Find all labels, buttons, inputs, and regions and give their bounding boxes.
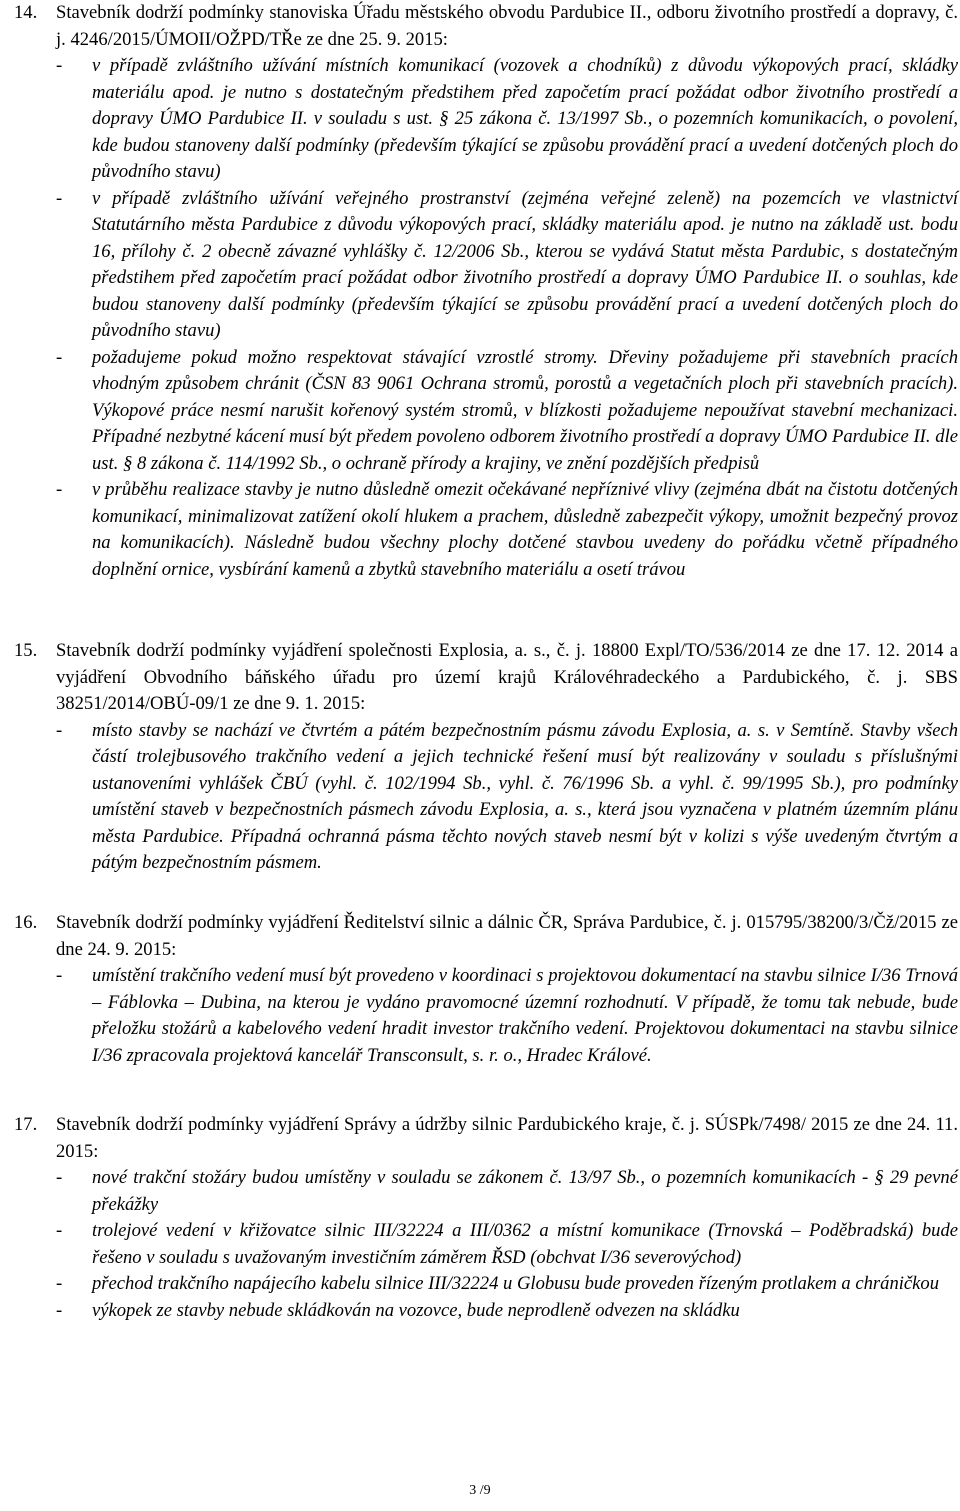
dash-marker: - <box>56 1220 63 1241</box>
list-item <box>56 718 958 877</box>
list-item <box>56 477 958 583</box>
bullet-text: umístění trakčního vedení musí být provedeno v koordinaci s projektovou dokumentací na stavbu silnice I/36 Trnová – Fáblovka – Dubina, na kterou je vydáno pravomocné územní rozhodnutí. V případě, že tomu tak nebude, bude přeložku stožárů a kabelového vedení hradit investor trakčního vedení. Projektovou dokumentaci na stavbu silnice I/36 zpracovala projektová kancelář Transconsult, s. r. o., Hradec Králové. <box>92 965 958 1066</box>
bullet-text: je nutno s dostatečným předstihem před započetím prací požádat odbor životního prostředí a dopravy ÚMO Pardubice II. v souladu s ust. § 25 zákona č. 13/1997 Sb. <box>92 81 958 129</box>
dash-marker: - <box>56 1273 63 1294</box>
list-item <box>56 1165 958 1218</box>
bullet-list <box>56 718 958 877</box>
condition-item-17 <box>14 1112 958 1324</box>
condition-item-14 <box>14 0 958 583</box>
dash-marker: - <box>56 479 63 500</box>
list-item <box>56 1298 958 1325</box>
bullet-list <box>56 1165 958 1324</box>
bullet-text: nové trakční stožáry budou umístěny v souladu se zákonem č. 13/97 Sb., o pozemních komunikacích - § 29 pevné překážky <box>92 1167 958 1215</box>
bullet-text: přechod trakčního napájecího kabelu silnice III/32224 u Globusu bude proveden řízeným protlakem a chráničkou <box>92 1273 940 1294</box>
item-heading: Stavebník dodrží podmínky vyjádření Ředitelství silnic a dálnic ČR, Správa Pardubice, č. j. 015795/38200/3/Čž/2015 ze dne 24. 9. 2015: <box>56 912 958 960</box>
bullet-text: v průběhu realizace stavby je nutno důsledně omezit očekávané nepříznivé vlivy (zejména dbát na čistotu dotčených komunikací, minimalizovat zatížení okolí hlukem a prachem, důsledně zabezpečit výkopy, umožnit bezpečný provoz na komunikacích). Následně budou všechny plochy dotčené stavbou uvedeny do pořádku včetně případného doplnění ornice, vysbírání kamenů a zbytků stavebního materiálu a osetí trávou <box>92 479 958 580</box>
item-number: 17. <box>14 1114 38 1135</box>
dash-marker: - <box>56 965 63 986</box>
item-heading: Stavebník dodrží podmínky stanoviska Úřadu městského obvodu Pardubice II., odboru životního prostředí a dopravy, č. j. 4246/2015/ÚMOII/OŽPD/TŘe ze dne 25. 9. 2015: <box>56 2 958 50</box>
dash-marker: - <box>56 187 63 209</box>
bullet-list <box>56 963 958 1069</box>
list-item <box>56 345 958 478</box>
list-item <box>56 1271 958 1298</box>
list-item <box>56 963 958 1069</box>
dash-marker: - <box>56 55 63 76</box>
list-item <box>56 186 958 345</box>
bullet-text: v případě zvláštního užívání veřejného prostranství (zejména veřejné zeleně) na pozemcích ve vlastnictví Statutárního města Pardubice z důvodu výkopových prací, skládky materiálu apod. je nutno na základě ust. bodu 16, přílohy č. 2 obecně závazné vyhlášky č. 12/2006 Sb., kterou se vydává Statut města Pardubic, s dostatečným předstihem před započetím prací požádat odbor životního prostředí a dopravy ÚMO Pardubice II. o souhlas, kde budou stanoveny další podmínky (především týkající se způsobu provádění prací a uvedení dotčených ploch do původního stavu) <box>92 187 958 341</box>
item-number: 16. <box>14 912 38 933</box>
bullet-text: trolejové vedení v křižovatce silnic III/32224 a III/0362 a místní komunikace (Trnovská – Poděbradská) bude řešeno v souladu s uvažovaným investičním záměrem ŘSD (obchvat I/36 severovýchod) <box>92 1220 958 1268</box>
item-heading: Stavebník dodrží podmínky vyjádření Správy a údržby silnic Pardubického kraje, č. j. SÚSPk/7498/ 2015 ze dne 24. 11. 2015: <box>56 1114 958 1162</box>
page-number: 3 /9 <box>469 1483 491 1498</box>
bullet-list <box>56 53 958 583</box>
condition-item-15 <box>14 638 958 877</box>
bullet-text: požadujeme pokud možno respektovat stávající vzrostlé stromy. Dřeviny požadujeme při stavebních pracích vhodným způsobem chránit (ČSN 83 9061 Ochrana stromů, porostů a vegetačních ploch při stavebních pracích). Výkopové práce nesmí narušit kořenový systém stromů, v blízkosti požadujeme nepoužívat stavební mechanizaci. Případné nezbytné kácení musí být předem povoleno odborem životního prostředí a dopravy ÚMO Pardubice II. dle ust. § 8 zákona č. 114/1992 Sb., o ochraně přírody a krajiny, ve znění pozdějších předpisů <box>92 346 958 474</box>
bullet-text: v případě zvláštního užívání místních komunikací (vozovek a chodníků) z důvodu výkopových prací, skládky materiálu apod. <box>92 55 958 103</box>
item-number: 14. <box>14 2 38 23</box>
dash-marker: - <box>56 1299 63 1321</box>
list-item <box>56 1218 958 1271</box>
bullet-text: místo stavby se nachází ve čtvrtém a pátém bezpečnostním pásmu závodu Explosia, a. s. v Semtíně. Stavby všech částí trolejbusového trakčního vedení a jejich technické řešení musí být realizovány v souladu s příslušnými ustanoveními vyhlášek ČBÚ (vyhl. č. 102/1994 Sb., vyhl. č. 76/1996 Sb. a vyhl. č. 99/1995 Sb.), pro podmínky umístění staveb v bezpečnostních pásmech závodu Explosia, a. s., která jsou vyznačena v platném územním plánu města Pardubice. Případná ochranná pásma těchto nových staveb nesmí být v kolizi s výše uvedeným čtvrtým a pátým bezpečnostním pásmem. <box>92 719 958 873</box>
item-heading: Stavebník dodrží podmínky vyjádření společnosti Explosia, a. s., č. j. 18800 Expl/TO/536/2014 ze dne 17. 12. 2014 a vyjádření Obvodního báňského úřadu pro území krajů Královéhradeckého a Pardubického, č. j. SBS 38251/2014/OBÚ-09/1 ze dne 9. 1. 2015: <box>56 640 958 714</box>
list-item <box>56 53 958 186</box>
bullet-text: výkopek ze stavby nebude skládkován na vozovce, bude neprodleně odvezen na skládku <box>92 1299 740 1321</box>
dash-marker: - <box>56 1167 63 1188</box>
condition-item-16 <box>14 910 958 1069</box>
dash-marker: - <box>56 719 63 741</box>
item-number: 15. <box>14 640 38 661</box>
bullet-text: , o pozemních komunikacích, o povolení, kde budou stanoveny další podmínky (především týkající se způsobu provádění prací a uvedení dotčených ploch do původního stavu) <box>92 108 958 182</box>
dash-marker: - <box>56 346 63 368</box>
